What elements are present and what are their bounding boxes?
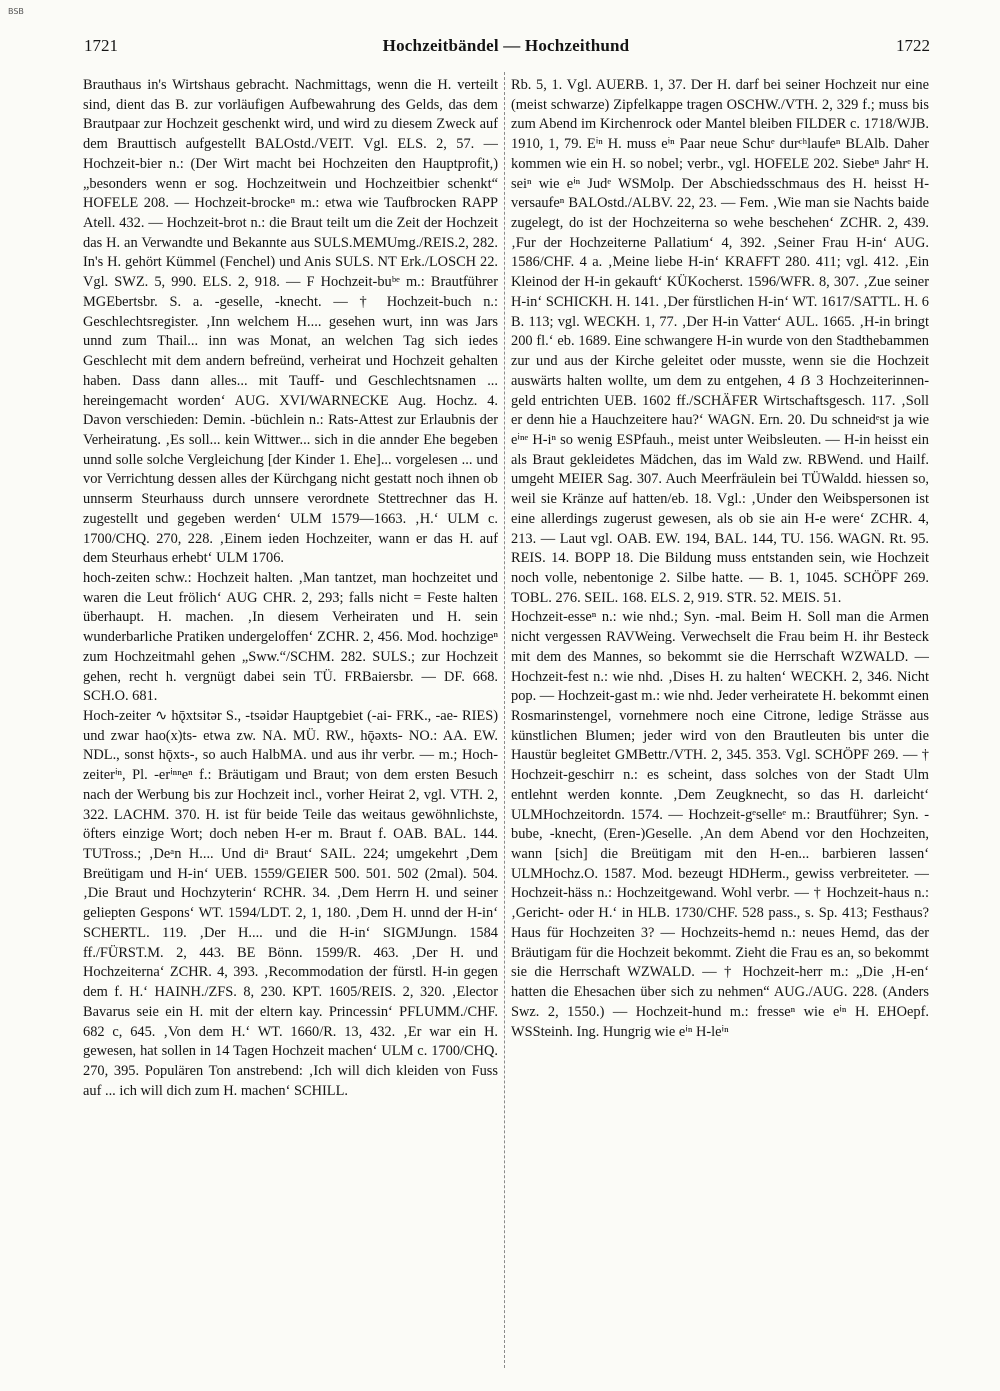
right-column	[511, 76, 929, 1366]
left-column	[83, 76, 498, 1366]
running-title: Hochzeitbändel — Hochzeithund	[382, 36, 630, 55]
entry-text: hoch-zeiten schw.: Hochzeit halten. ‚Man tantzet, man hochzeitet und waren die Leut frölich‘ AUG CHR. 2, 293; falls nicht = Feste halten überhaupt. H. machen. ‚In diesem Verheiraten und H. sein wunderbarliche Pratiken undergeloffen‘ ZCHR. 2, 456. Mod. hochzigeⁿ zum Hochzeitmahl gehen „Sww.“/SCHM. 282. SULS.; zur Hochzeit gehen, recht h. vergnügt dabei sein TÜ. FRBaiersbr. — DF. 668. SCH.O. 681.	[83, 569, 498, 705]
column-divider	[504, 72, 505, 1368]
entry-text: Rb. 5, 1. Vgl. AUERB. 1, 37. Der H. darf bei seiner Hochzeit nur eine (meist schwarze) Zipfelkappe tragen OSCHW./VTH. 2, 329 f.; muss bis zum Abend im Kirchenrock oder Mantel bleiben FILDER c. 1718/WJB. 1910, 1, 79. Eⁱⁿ H. muss eⁱⁿ Paar neue Schuᵉ durᶜʰlaufeⁿ BLAlb. Daher kommen wie ein H. so nobel; verbr., vgl. HOFELE 202. Siebeⁿ Jahrᵉ H. seiⁿ wie eⁱⁿ Judᵉ WSMolp. Der Abschiedsschmaus des H. heisst H-versaufeⁿ BALOstd./ALBV. 22, 23. — Fem. ‚Wie man sie Nachts baide zugelegt, do ist der Hochzeiterna so wehe beschehen‘ ZCHR. 2, 439. ‚Fur der Hochzeiterne Pallatium‘ 4, 392. ‚Seiner Frau H-in‘ AUG. 1586/CHF. 4 a. ‚Meine liebe H-in‘ KRAFFT 280. 411; vgl. 412. ‚Ein Kleinod der H-in gekauft‘ KÜKocherst. 1596/WFR. 8, 307. ‚Zue seiner H-in‘ SCHICKH. H. 141. ‚Der fürstlichen H-in‘ WT. 1617/SATTL. H. 6 B. 113; vgl. WECKH. 1, 77. ‚Der H-in Vatter‘ AUL. 1665. ‚H-in bringt 200 fl.‘ eb. 1689. Eine schwangere H-in wurde von den Stadthebammen zur und aus der Kirche geleitet oder musste, wenn sie die Hochzeit auswärts halten wollte, um dem zu entgehen, 4 ẞ 3 Hochzeiterinnen-geld entrichten UEB. 1602 ff./SCHÄFER Wirtschaftsgesch. 117. ‚Soll er denn hie a Hauchzeitere hau?‘ WAGN. Ern. 20. Du schneidᵉst ja wie eⁱⁿᵉ H-iⁿ so wenig ESPfauh., meist unter Weibsleuten. — H-in heisst ein als Braut gekleidetes Mädchen, das im Wald zw. RBWend. und Hailf. umgeht MEIER Sag. 307. Auch Meerfräulein bei TÜWaldd. hiessen so, weil sie Kränze auf hatten/eb. 18. Vgl.: ‚Under den Weibspersonen ist eine allerdings zugerust gewesen, als ob sie ain H-e were‘ ZCHR. 4, 213. — Laut vgl. OAB. EW. 194, BAL. 144, TU. 156. WAGN. Rt. 95. REIS. 14. BOPP 18. Die Bildung muss entstanden sein, wie Hochzeit noch volle, nebentonige 2. Silbe hatte. — B. 1, 1045. SCHÖPF 269. TOBL. 276. SEIL. 168. ELS. 2, 919. STR. 52. MEIS. 51.	[511, 77, 929, 606]
entry-text: Brauthaus in's Wirtshaus gebracht. Nachmittags, wenn die H. verteilt sind, dient das B. zur vorläufigen Aufbewahrung des Gelds, das dem Brautpaar zur Hochzeit geschenkt wird, und wird zu diesem Zweck auf dem Brauttisch aufgestellt BALOstd./VEIT. Vgl. ELS. 2, 57. — Hochzeit-bier n.: (Der Wirt macht bei Hochzeiten den Hauptprofit,) „besonders wenn er sog. Hochzeitwein und Hochzeitbier schenkt“ HOFELE 208. — Hochzeit-brockeⁿ m.: etwa wie Taufbrocken RAPP Atell. 432. — Hochzeit-brot n.: die Braut teilt um die Zeit der Hochzeit das H. an Verwandte und Bekannte aus SULS.MEMUmg./REIS.2, 282. In's H. gehört Kümmel (Fenchel) und Anis SULS. NT Erk./LOSCH 22. Vgl. SWZ. 5, 990. ELS. 2, 918. — F Hochzeit-buᵇᵉ m.: Brautführer MGEbertsbr. S. a. -geselle, -knecht. — † Hochzeit-buch n.: Geschlechtsregister. ‚Inn welchem H.... gesehen wurt, inn was Jars unnd zum Thail... inn was Monat, an welchen Tag sich iedes Geschlecht mit dem andern befreünd, verheirat und Hochzeit gehalten haben. Dass dann alles... mit Tauff- und Geschlechtsnamen ... hereingemacht worden‘ AUG. XVI/WARNECKE Aug. Hochz. 4. Davon verschieden: Demin. -büchlein n.: Rats-Attest zur Erlaubnis der Verheiratung. ‚Es soll... kein Wittwer... sich in die annder Ehe begeben unnd solle solche Vergleichung [der Kinder 1. Ehe]... vorgelesen ... und vor Verrichtung dessen alles der Kürchgang nicht gestatt noch ihnen ob unnserm Steurhauss durch unnsere verordnete Stettrechner das H. zugestellt und gegeben werden‘ ULM 1579—1663. ‚H.‘ ULM c. 1700/CHQ. 270, 228. ‚Einem ieden Hochzeiter, wann er das H. auf dem Steurhaus erhebt‘ ULM 1706.	[83, 77, 498, 567]
page-number-left: 1721	[84, 36, 118, 55]
page-number-right: 1722	[896, 36, 930, 55]
library-stamp: BSB	[8, 7, 24, 16]
entry-text: Hoch-zeiter ∿ hǭxtsitər S., -tsəidər Hauptgebiet (-ai- FRK., -ae- RIES) und zwar hao(x)ts- etwa zw. NA. MÜ. RW., hǭəxts- NO.: AA. EW. NDL., sonst hǭxts-, so auch HalbMA. und aus ihr verbr. — m.; Hoch-zeiterⁱⁿ, Pl. -erⁱⁿⁿeⁿ f.: Bräutigam und Braut; von dem ersten Besuch nach der Werbung bis zur Hochzeit incl., vorher Heirat 2, vgl. VTH. 2, 322. LACHM. 370. H. ist für beide Teile das weitaus gewöhnlichste, öfters einzige Wort; doch neben H-er m. Braut f. OAB. BAL. 144. TUTross.; ‚Deᵃn H.... Und diᵃ Braut‘ SAIL. 224; umgekehrt ‚Dem Breütigam und H-in‘ UEB. 1559/GEIER 500. 501. 502 (2mal). 504. ‚Die Braut und Hochzyterin‘ RCHR. 34. ‚Dem Herrn H. und seiner geliepten Gespons‘ WT. 1594/LDT. 2, 1, 180. ‚Dem H. unnd der H-in‘ SCHERTL. 119. ‚Der H.... und die H-in‘ SIGMJungn. 1584 ff./FÜRST.M. 2, 443. BE Bönn. 1599/R. 463. ‚Der H. und Hochzeiterna‘ ZCHR. 4, 393. ‚Recommodation der fürstl. H-in gegen dem f. H.‘ HAINH./ZFS. 8, 230. KPT. 1605/REIS. 2, 320. ‚Elector Bavarus seie ein H. mit der eltern kay. Princessin‘ PFLUMM./CHF. 682 c, 645. ‚Von dem H.‘ WT. 1660/R. 13, 432. ‚Er war ein H. gewesen, hat sollen in 14 Tagen Hochzeit machen‘ ULM c. 1700/CHQ. 270, 395. Populären Ton anstrebend: ‚Ich will dich kleiden von Fuss auf ... ich will dich zum H. machen‘ SCHILL.	[83, 708, 498, 1099]
entry-text: Hochzeit-esseⁿ n.: wie nhd.; Syn. -mal. Beim H. Soll man die Armen nicht vergessen RAVWeing. Verwechselt die Frau beim H. ihr Besteck mit dem des Mannes, so bekommt sie die Herrschaft WZWALD. — Hochzeit-fest n.: wie nhd. ‚Dises H. zu halten‘ WECKH. 2, 346. Nicht pop. — Hochzeit-gast m.: wie nhd. Jeder verheiratete H. bekommt einen Rosmarinstengel, vornehmere noch eine Citrone, ledige Strässe aus künstlichen Blumen; jeder wird von den Brautleuten bis unter die Haustür begleitet GMBettr./VTH. 2, 345. 353. Vgl. SCHÖPF 269. — † Hochzeit-geschirr n.: es scheint, dass solches von der Stadt Ulm entlehnt werden konnte. ‚Dem Zeugknecht, so das H. darleicht‘ ULMHochzeitordn. 1574. — Hochzeit-gᵉselleᵉ m.: Brautführer; Syn. -bube, -knecht, (Eren-)Geselle. ‚An dem Abend vor den Hochzeiten, wann [sich] die Breütigam mit den H-en... barbieren lassen‘ ULMHochz.O. 1587. Mod. bezeugt HDHerm., gewiss verbreiteter. — Hochzeit-häss n.: Hochzeitgewand. Wohl verbr. — † Hochzeit-haus n.: ‚Gericht- oder H.‘ in HLB. 1730/CHF. 528 pass., s. Sp. 413; Festhaus? Haus für Hochzeiten 3? — Hochzeits-hemd n.: neues Hemd, das der Bräutigam für die Hochzeit bekommt. Zieht die Frau es an, so bekommt sie die Herrschaft WZWALD. — † Hochzeit-herr m.: „Die ‚H-en‘ hatten die Ehesachen über sich zu nehmen“ AUG./AUG. 228. (Anders Swz. 2, 1550.) — Hochzeit-hund m.: fresseⁿ wie eⁱⁿ H. EHOepf. WSSteinh. Ing. Hungrig wie eⁱⁿ H-leⁱⁿ	[511, 609, 929, 1040]
page-header	[78, 34, 934, 58]
